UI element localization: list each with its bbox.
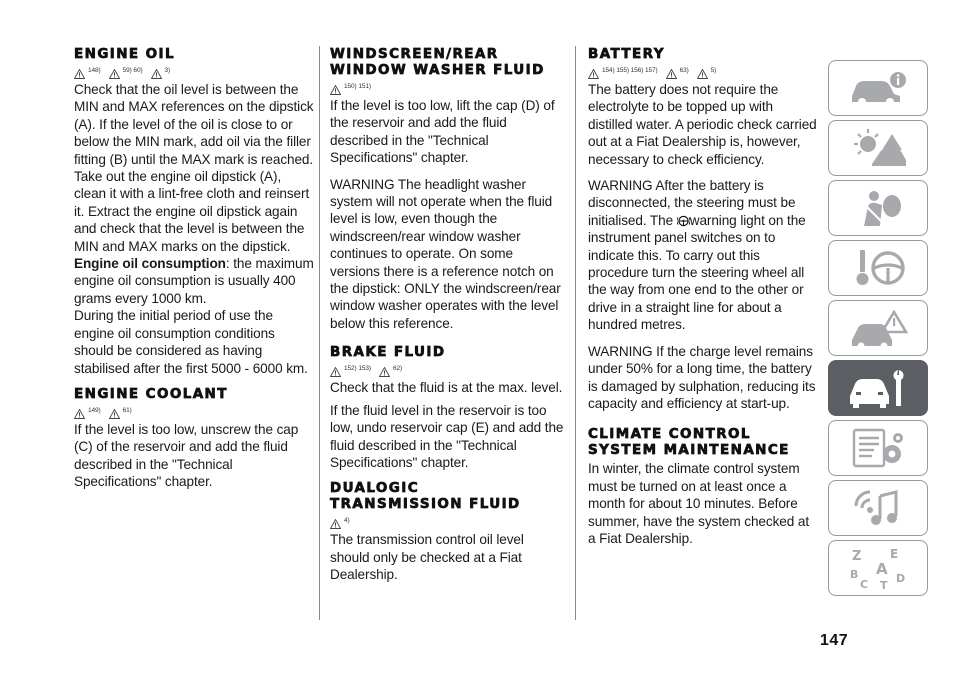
reference-marker (330, 360, 371, 377)
section-title-climate-control (588, 426, 820, 458)
reference-marker (666, 62, 689, 79)
warning-triangle-icon (666, 69, 677, 79)
tab-car-breakdown[interactable] (828, 300, 928, 356)
column-right (588, 46, 820, 547)
paragraph: If the level is too low, unscrew the cap (C) of the reservoir and add the fluid described in the "Technical Specifications" chapter. (74, 421, 299, 490)
reference-label: 150) 151) (344, 82, 371, 90)
warning-triangle-icon (109, 409, 120, 419)
reference-marker (151, 62, 171, 79)
car-breakdown-icon (846, 306, 910, 350)
warning-triangle-icon (330, 85, 341, 95)
section-title-brake-fluid: BRAKE FLUID (330, 344, 446, 361)
paragraph-text: warning light on the instrument panel switches on to indicate this. To carry out this procedure turn the steering wheel all the way from one end to the other or drive in a straight line for about a hundred metres. (588, 212, 806, 333)
title-line: WINDOW WASHER FLUID (330, 62, 545, 78)
steering-warning-light-icon (677, 215, 690, 227)
reference-markers (330, 81, 566, 95)
reference-label: 4) (344, 516, 350, 524)
paragraph-text: : the maximum engine oil consumption is usually 400 grams every 1000 km. (74, 256, 314, 306)
warning-triangle-icon (74, 69, 85, 79)
reference-label: 62) (392, 364, 403, 372)
warning-triangle-icon (74, 409, 85, 419)
paragraph: In winter, the climate control system must be turned on at least once a month for about 10 minutes. Before summer, have the system checked at a Fiat Dealership. (588, 461, 809, 546)
warning-triangle-icon (697, 69, 708, 79)
paragraph: If the level is too low, lift the cap (D) of the reservoir and add the fluid described in the "Technical Specifications" chapter. (330, 98, 555, 166)
inline-bold-label: Engine oil consumption (74, 256, 226, 272)
reference-label: 59) 60) (122, 66, 143, 74)
reference-label: 63) (679, 66, 689, 74)
warning-triangle-icon (330, 519, 341, 529)
paragraph: WARNING The headlight washer system will not operate when the fluid level is low, even though the windscreen/rear window washer continues to operate. On some versions there is a reference notch on the dipstick: ONLY the windscreen/rear window washer operates with the level below this reference. (330, 176, 561, 331)
paragraph: If the fluid level in the reservoir is too low, undo reservoir cap (E) and add the fluid described in the "Technical Specifications" chapter. (330, 402, 564, 470)
section-title-engine-coolant: ENGINE COOLANT (74, 385, 228, 402)
tab-multimedia[interactable] (828, 480, 928, 536)
paragraph (588, 177, 820, 334)
reference-marker (330, 78, 371, 95)
warning-triangle-icon (588, 69, 599, 79)
reference-marker (330, 512, 350, 529)
warning-triangle-icon (151, 69, 162, 79)
reference-marker (109, 402, 132, 419)
reference-label: 152) 153) (344, 364, 371, 372)
tab-warning-lights[interactable] (828, 120, 928, 176)
paragraph: The battery does not require the electrolyte to be topped up with distilled water. A periodic check carried out at a Fiat Dealership is, however, necessary to check efficiency. (588, 82, 817, 167)
paragraph: Check that the fluid is at the max. level. (330, 380, 563, 396)
specs-gear-icon (846, 426, 910, 470)
reference-label: 154) 155) 156) 157) (602, 66, 658, 74)
title-line: TRANSMISSION FLUID (330, 496, 521, 513)
reference-marker (588, 62, 658, 79)
paragraph: WARNING If the charge level remains under 50% for a long time, the battery is damaged by sulphation, reducing its capacity and efficiency at start-up. (588, 343, 816, 411)
reference-markers (330, 363, 566, 377)
chapter-tabs (828, 60, 928, 600)
section-title-battery: BATTERY (588, 46, 665, 62)
page-number: 147 (820, 632, 849, 649)
index-letter: E (890, 547, 899, 561)
column-left (74, 46, 314, 491)
column-middle (330, 46, 566, 584)
car-info-icon (846, 66, 910, 110)
reference-marker (74, 402, 101, 419)
column-divider (575, 46, 576, 620)
index-letter: B (850, 568, 859, 581)
reference-marker (109, 62, 143, 79)
paragraph: Take out the engine oil dipstick (A), clean it with a lint-free cloth and reinsert it. Extract the engine oil dipstick again and check that the level is between the MIN and MAX marks on the dipstick. (74, 169, 310, 254)
key-steering-icon (846, 246, 910, 290)
paragraph: During the initial period of use the engine oil consumption conditions should be considered as having stabilised after the first 5000 - 6000 km. (74, 308, 308, 376)
index-letter: T (880, 579, 888, 590)
reference-label: 3) (164, 66, 171, 74)
car-wrench-icon (846, 366, 910, 410)
reference-label: 149) (88, 406, 101, 414)
section-title-engine-oil: ENGINE OIL (74, 46, 175, 62)
title-line: SYSTEM MAINTENANCE (588, 442, 790, 459)
index-letter: C (860, 578, 869, 590)
title-line: WINDSCREEN/REAR (330, 46, 499, 62)
title-line: CLIMATE CONTROL (588, 426, 751, 443)
reference-marker (697, 62, 717, 79)
reference-markers (74, 65, 314, 79)
tab-airbag-seatbelt[interactable] (828, 180, 928, 236)
paragraph: Check that the oil level is between the MIN and MAX references on the dipstick (A). If the level of the oil is close to or below the MIN mark, add oil via the filler fitting (B) until the MAX mark is reached. (74, 82, 314, 167)
column-divider (319, 46, 320, 620)
warning-triangle-icon (330, 367, 341, 377)
index-letter: Z (852, 549, 862, 564)
reference-markers (330, 515, 566, 529)
section-title-washer-fluid (330, 46, 566, 78)
tab-car-info[interactable] (828, 60, 928, 116)
tab-key-steering[interactable] (828, 240, 928, 296)
title-line: DUALOGIC (330, 480, 420, 497)
airbag-seatbelt-icon (846, 186, 910, 230)
tab-specs-gear[interactable] (828, 420, 928, 476)
reference-label: 5) (710, 66, 717, 74)
section-title-dualogic (330, 480, 566, 512)
reference-marker (379, 360, 402, 377)
alphabet-index-icon (846, 546, 910, 590)
paragraph-text: WARNING After the battery is disconnected, the steering must be initialised. The (588, 178, 796, 228)
warning-triangle-icon (379, 367, 390, 377)
paragraph (74, 255, 314, 307)
index-letter: A (876, 560, 888, 578)
reference-marker (74, 62, 101, 79)
paragraph: The transmission control oil level should only be checked at a Fiat Dealership. (330, 532, 524, 583)
tab-car-wrench[interactable] (828, 360, 928, 416)
reference-label: 148) (88, 66, 101, 74)
warning-triangle-icon (109, 69, 120, 79)
warning-lights-icon (846, 126, 910, 170)
reference-markers (74, 405, 314, 419)
reference-label: 61) (122, 406, 132, 414)
index-letter: D (896, 572, 906, 585)
reference-markers (588, 65, 820, 79)
tab-alphabetical-index[interactable] (828, 540, 928, 596)
multimedia-icon (846, 486, 910, 530)
